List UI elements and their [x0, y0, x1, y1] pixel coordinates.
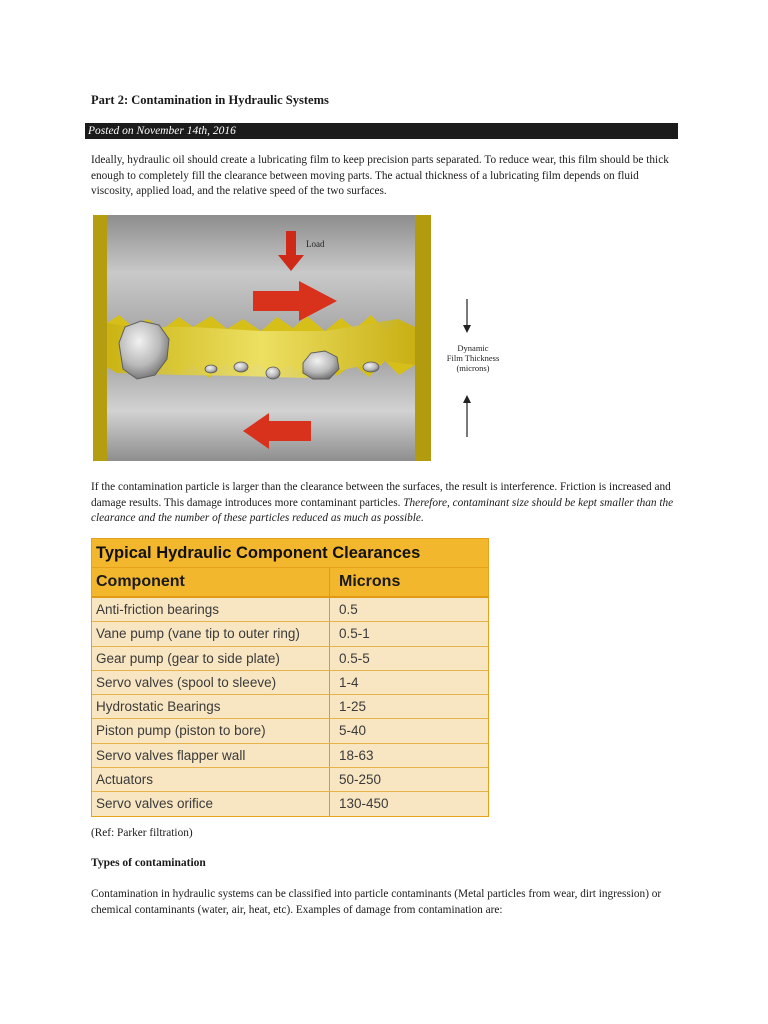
reference-note: (Ref: Parker filtration)	[91, 827, 193, 839]
microns-cell: 0.5-5	[339, 650, 370, 666]
table-row	[92, 768, 488, 792]
component-cell: Servo valves orifice	[92, 792, 330, 815]
film-thickness-illustration	[93, 215, 513, 461]
table-row	[92, 792, 488, 815]
component-cell: Vane pump (vane tip to outer ring)	[92, 622, 330, 645]
table-body	[92, 598, 488, 816]
clearances-table	[91, 538, 489, 817]
interference-text: If the contamination particle is larger than the clearance between the surfaces, the result is interference. Friction is increased and damage results. This damage introduces more contaminant particles.	[91, 481, 671, 509]
table-row	[92, 671, 488, 695]
column-header-microns: Microns	[339, 573, 401, 590]
microns-cell: 1-25	[339, 699, 367, 715]
article-title: Part 2: Contamination in Hydraulic Systems	[91, 93, 329, 107]
microns-cell: 18-63	[339, 747, 374, 763]
component-cell: Servo valves (spool to sleeve)	[92, 671, 330, 694]
film-thickness-label-line2: Film Thickness	[446, 353, 500, 363]
interference-paragraph	[91, 480, 681, 527]
component-cell: Anti-friction bearings	[92, 598, 330, 621]
interference-italic-text: Therefore, contaminant size should be kept smaller than the clearance and the number of these particles reduced as much as possible.	[91, 496, 674, 524]
component-cell: Servo valves flapper wall	[92, 744, 330, 767]
table-row	[92, 647, 488, 671]
component-cell: Gear pump (gear to side plate)	[92, 647, 330, 670]
component-cell: Actuators	[92, 768, 330, 791]
microns-cell: 1-4	[339, 674, 359, 690]
microns-cell: 0.5-1	[339, 626, 370, 642]
component-cell: Hydrostatic Bearings	[92, 695, 330, 718]
table-title: Typical Hydraulic Component Clearances	[92, 539, 488, 568]
posted-date-bar: Posted on November 14th, 2016	[85, 123, 678, 139]
microns-cell: 50-250	[339, 772, 382, 788]
film-thickness-diagram	[93, 215, 513, 461]
table-row	[92, 719, 488, 743]
upper-surface	[107, 215, 415, 331]
film-thickness-label-line1: Dynamic	[457, 343, 489, 353]
table-row	[92, 744, 488, 768]
table-row	[92, 598, 488, 622]
table-row	[92, 622, 488, 646]
microns-cell: 5-40	[339, 723, 367, 739]
intro-paragraph: Ideally, hydraulic oil should create a lubricating film to keep precision parts separated. To reduce wear, this film should be thick enough to completely fill the clearance between moving parts. The actual thickness of a lubricating film depends on fluid viscosity, applied load, and the relative speed of the two surfaces.	[91, 154, 669, 197]
film-thickness-label	[433, 343, 513, 373]
film-thickness-label-line3: (microns)	[456, 363, 490, 373]
table-row	[92, 695, 488, 719]
microns-cell: 0.5	[339, 602, 358, 617]
column-header-component: Component	[92, 568, 330, 596]
section-heading: Types of contamination	[91, 857, 206, 869]
table-header-row	[92, 568, 488, 598]
load-label: Load	[306, 239, 325, 249]
component-cell: Piston pump (piston to bore)	[92, 719, 330, 742]
microns-cell: 130-450	[339, 796, 389, 812]
types-paragraph: Contamination in hydraulic systems can be classified into particle contaminants (Metal particles from wear, dirt ingression) or chemical contaminants (water, air, heat, etc). Examples of damage from contamination are:	[91, 888, 662, 916]
